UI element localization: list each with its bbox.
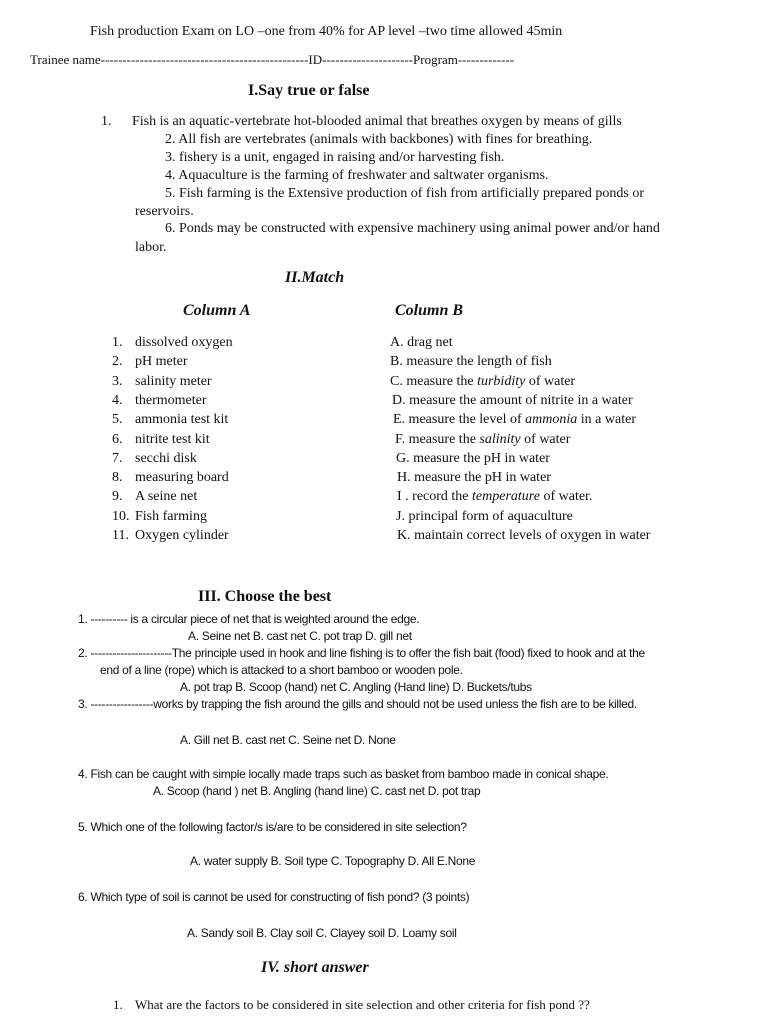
column-a-number: 1. xyxy=(112,335,123,350)
column-b-item-emphasis: temperature xyxy=(472,489,540,505)
column-b-item-text: G. measure the pH in water xyxy=(396,450,550,466)
column-b-item-text: J. principal form of aquaculture xyxy=(396,508,573,524)
column-b-item xyxy=(392,393,633,409)
tf-q4: 4. Aquaculture is the farming of freshwater and saltwater organisms. xyxy=(165,168,549,183)
column-a-item: secchi disk xyxy=(135,450,197,466)
tf-q1-number: 1. xyxy=(101,114,112,129)
column-b-item-text: K. maintain correct levels of oxygen in water xyxy=(397,528,651,543)
tf-q5-line2: reservoirs. xyxy=(135,204,194,219)
column-b-item xyxy=(390,335,453,351)
column-b-item-text: E. measure the level of xyxy=(393,412,526,428)
column-a-item: salinity meter xyxy=(135,373,212,389)
column-a-title: Column A xyxy=(183,302,251,319)
column-a-number: 9. xyxy=(112,489,123,505)
column-a-item: dissolved oxygen xyxy=(135,335,233,350)
mc-q1: 1. ---------- is a circular piece of net that is weighted around the edge. xyxy=(78,612,420,626)
column-b-item xyxy=(390,374,575,390)
column-b-item xyxy=(397,470,551,486)
mc-q5-options: A. water supply B. Soil type C. Topography D. All E.None xyxy=(190,854,476,868)
column-b-item-text: C. measure the xyxy=(390,373,478,389)
column-a-item: ammonia test kit xyxy=(135,412,229,428)
section-1-heading: I.Say true or false xyxy=(248,82,370,99)
column-b-item-emphasis: ammonia xyxy=(525,412,578,428)
trainee-info-line: Trainee name------------------------------------------------ID---------------------Program------------- xyxy=(30,52,515,67)
section-3-heading: III. Choose the best xyxy=(198,588,332,605)
column-b-item-text: I . record the xyxy=(397,489,473,505)
column-a-number: 3. xyxy=(112,373,123,389)
column-a-item: thermometer xyxy=(135,392,207,408)
column-a-number: 6. xyxy=(112,431,123,447)
tf-q6-line2: labor. xyxy=(135,240,167,255)
column-b-item-suffix: of water. xyxy=(539,489,593,505)
column-b-item-suffix: in a water xyxy=(577,412,636,428)
column-b-item-text: F. measure the xyxy=(395,431,480,447)
tf-q5-line1: 5. Fish farming is the Extensive production of fish from artificially prepared ponds or xyxy=(165,186,645,201)
mc-q2-line2: end of a line (rope) which is attacked to a short bamboo or wooden pole. xyxy=(100,663,463,677)
column-b-title: Column B xyxy=(395,302,464,319)
mc-q1-options: A. Seine net B. cast net C. pot trap D. gill net xyxy=(188,629,412,643)
tf-q1-text: Fish is an aquatic-vertebrate hot-blooded animal that breathes oxygen by means of gills xyxy=(132,114,622,129)
mc-q2-options: A. pot trap B. Scoop (hand) net C. Angling (Hand line) D. Buckets/tubs xyxy=(180,680,532,694)
exam-title: Fish production Exam on LO –one from 40% for AP level –two time allowed 45min xyxy=(90,24,563,39)
mc-q6-options: A. Sandy soil B. Clay soil C. Clayey soil D. Loamy soil xyxy=(187,926,457,940)
column-b-item-suffix: of water xyxy=(520,431,571,447)
column-b-item xyxy=(397,489,592,505)
section-4-heading: IV. short answer xyxy=(261,959,369,976)
mc-q3-options: A. Gill net B. cast net C. Seine net D. None xyxy=(180,733,396,747)
column-b-item xyxy=(395,432,570,448)
column-b-item-text: D. measure the amount of nitrite in a water xyxy=(392,392,633,408)
column-a-number: 4. xyxy=(112,392,123,408)
section-2-heading: II.Match xyxy=(285,269,345,286)
column-b-item xyxy=(393,412,636,428)
mc-q6: 6. Which type of soil is cannot be used for constructing of fish pond? (3 points) xyxy=(78,890,470,904)
column-a-number: 5. xyxy=(112,412,123,428)
sa-q1-number: 1. xyxy=(113,997,123,1012)
column-b-item-text: H. measure the pH in water xyxy=(397,470,551,486)
tf-q3: 3. fishery is a unit, engaged in raising and/or harvesting fish. xyxy=(165,150,505,165)
column-a-item: Oxygen cylinder xyxy=(135,528,229,543)
column-b-item-suffix: of water xyxy=(525,373,576,389)
column-a-number: 7. xyxy=(112,450,123,466)
mc-q3: 3. -----------------works by trapping the fish around the gills and should not be used unless the fish are to be killed. xyxy=(78,697,637,711)
column-a-number: 2. xyxy=(112,354,123,370)
column-b-item xyxy=(396,451,550,467)
mc-q5: 5. Which one of the following factor/s is/are to be considered in site selection? xyxy=(78,820,467,834)
column-a-number: 11. xyxy=(112,528,129,543)
column-a-item: pH meter xyxy=(135,354,188,370)
column-b-item-text: A. drag net xyxy=(390,335,453,350)
column-a-item: nitrite test kit xyxy=(135,431,210,447)
mc-q4-options: A. Scoop (hand ) net B. Angling (hand line) C. cast net D. pot trap xyxy=(153,784,481,798)
column-a-number: 10. xyxy=(112,508,130,524)
tf-q2: 2. All fish are vertebrates (animals with backbones) with fines for breathing. xyxy=(165,132,593,147)
column-b-item-emphasis: salinity xyxy=(479,431,521,447)
column-a-number: 8. xyxy=(112,470,123,486)
column-a-item: measuring board xyxy=(135,470,229,486)
column-b-item xyxy=(390,354,552,370)
column-b-item-text: B. measure the length of fish xyxy=(390,354,552,370)
sa-q1-text: What are the factors to be considered in site selection and other criteria for fish pond ?? xyxy=(135,997,590,1012)
column-b-item-emphasis: turbidity xyxy=(477,373,526,389)
column-b-item xyxy=(397,528,650,544)
column-a-item: Fish farming xyxy=(135,508,207,524)
mc-q4: 4. Fish can be caught with simple locally made traps such as basket from bamboo made in conical shape. xyxy=(78,767,609,781)
mc-q2-line1: 2. ----------------------The principle used in hook and line fishing is to offer the fish bait (food) fixed to hook and at the xyxy=(78,646,645,660)
column-a-item: A seine net xyxy=(135,489,198,505)
column-b-item xyxy=(396,509,573,525)
tf-q6-line1: 6. Ponds may be constructed with expensive machinery using animal power and/or hand xyxy=(165,221,660,236)
